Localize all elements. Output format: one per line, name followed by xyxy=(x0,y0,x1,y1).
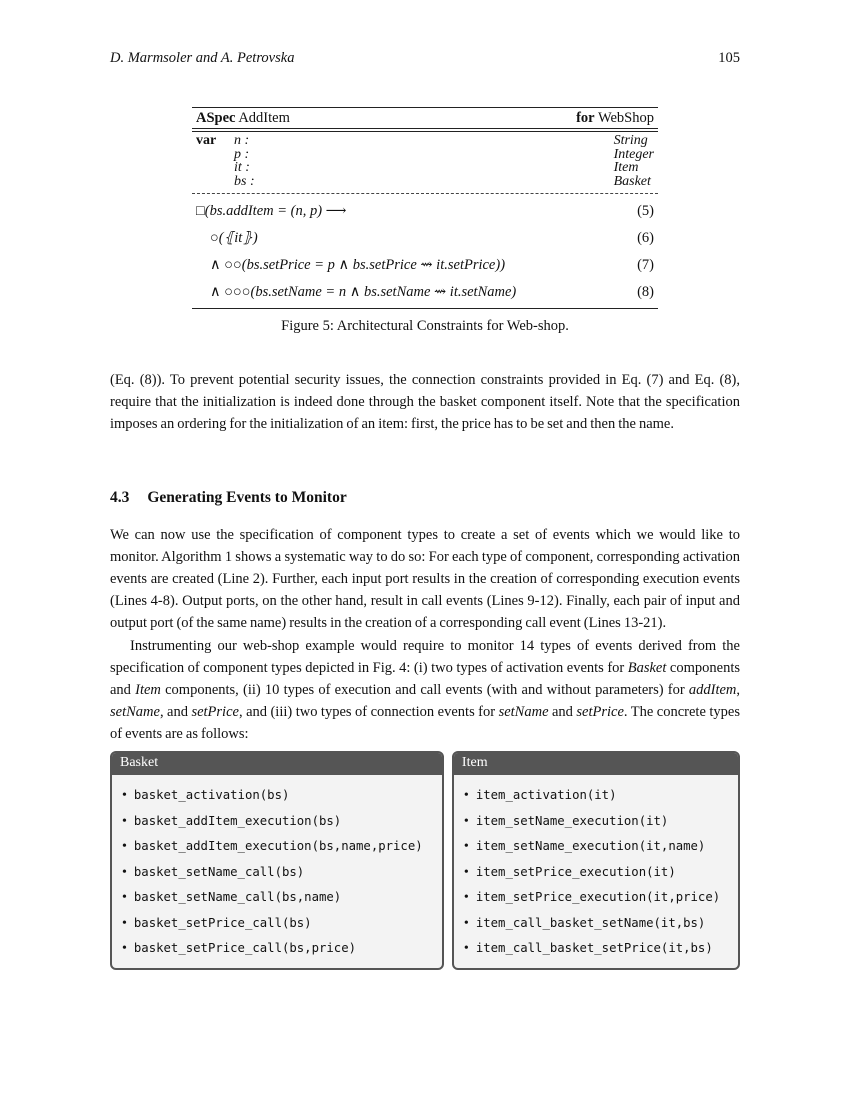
var-type: Basket xyxy=(613,173,651,189)
event-item: • item_activation(it) xyxy=(464,783,738,809)
equation-number: (6) xyxy=(637,230,654,246)
paragraph-text: We can now use the specification of component types to create a set of events which we would like to monitor. Algorithm 1 shows a systematic way to do so: For each type of component, corresponding activation events are created (Line 2). Further, each input port results in the creation of corresponding execution events (Lines 4-8). Output ports, on the other hand, result in call events (Lines 9-12). Finally, each pair of input and output port (of the same name) results in the creation of a corresponding call event (Lines 13-21). xyxy=(110,527,740,631)
figure-caption: Figure 5: Architectural Constraints for Web-shop. xyxy=(281,318,569,334)
event-item: • item_setPrice_execution(it) xyxy=(464,860,738,886)
item-events-box xyxy=(452,751,740,970)
equation-number: (5) xyxy=(637,203,654,219)
var-declarations xyxy=(192,134,658,188)
paragraph-text: Instrumenting our web-shop example would require to monitor 14 types of events derived from the specification of component types depicted in Fig. 4: (i) two types of activation events for Basket components and Item components, (ii) 10 types of execution and call events (with and without parameters) for addItem, setName, and setPrice, and (iii) two types of connection events for setName and setPrice. The concrete types of events are as follows: xyxy=(110,638,740,742)
event-boxes xyxy=(110,751,740,970)
var-name: it : xyxy=(234,160,250,175)
for-name: WebShop xyxy=(597,110,654,126)
var-name: p : xyxy=(234,146,250,162)
formula: ∧ ○○(bs.setPrice = p ∧ bs.setPrice ⇝ it.setPrice)) xyxy=(210,257,506,273)
running-header-authors: D. Marmsoler and A. Petrovska xyxy=(110,50,295,66)
page-number: 105 xyxy=(718,50,740,66)
paragraph xyxy=(110,370,740,435)
body-flow xyxy=(110,370,740,970)
event-item: • basket_addItem_execution(bs) xyxy=(122,809,442,835)
basket-events-box xyxy=(110,751,444,970)
formula: ∧ ○○○(bs.setName = n ∧ bs.setName ⇝ it.setName) xyxy=(210,284,517,300)
header-double-rule xyxy=(192,128,658,132)
equation-8 xyxy=(192,279,658,306)
box-title: Basket xyxy=(112,753,442,775)
section-number: 4.3 xyxy=(110,489,130,507)
bottom-rule xyxy=(192,308,658,309)
spec-header xyxy=(192,108,658,128)
aspec-figure xyxy=(192,107,658,309)
section-title: Generating Events to Monitor xyxy=(147,489,347,507)
event-item: • basket_setName_call(bs,name) xyxy=(122,885,442,911)
aspec-name: AddItem xyxy=(238,110,290,126)
equation-number: (8) xyxy=(637,284,654,300)
event-item: • basket_setPrice_call(bs) xyxy=(122,911,442,937)
var-type: String xyxy=(613,133,648,148)
dashed-separator xyxy=(192,193,658,194)
event-item: • item_setPrice_execution(it,price) xyxy=(464,885,738,911)
equation-number: (7) xyxy=(637,257,654,273)
section-heading xyxy=(110,489,740,507)
event-item: • basket_setPrice_call(bs,price) xyxy=(122,936,442,962)
event-item: • basket_activation(bs) xyxy=(122,783,442,809)
paragraph-text: (Eq. (8)). To prevent potential security issues, the connection constraints provided in Eq. (7) and Eq. (8), require that the initialization is indeed done through the basket component itself. Note that the specification imposes an ordering for the initialization of an item: first, the price has to be set and then the name. xyxy=(110,372,740,432)
event-item: • item_call_basket_setName(it,bs) xyxy=(464,911,738,937)
equation-5 xyxy=(192,198,658,225)
formula: ○(⦃it⦄) xyxy=(210,230,258,246)
var-type: Integer xyxy=(613,146,654,162)
box-title: Item xyxy=(454,753,738,775)
var-name: n : xyxy=(234,133,250,148)
event-item: • item_setName_execution(it) xyxy=(464,809,738,835)
paragraph xyxy=(110,525,740,634)
aspec-keyword: ASpec xyxy=(196,110,236,126)
paragraph xyxy=(110,636,740,745)
event-item: • item_call_basket_setPrice(it,bs) xyxy=(464,936,738,962)
event-item: • basket_setName_call(bs) xyxy=(122,860,442,886)
var-type: Item xyxy=(613,160,639,175)
formula: □(bs.addItem = (n, p) ⟶ xyxy=(196,203,347,219)
equation-6 xyxy=(192,225,658,252)
for-keyword: for xyxy=(576,110,595,126)
event-item: • basket_addItem_execution(bs,name,price) xyxy=(122,834,442,860)
var-name: bs : xyxy=(234,173,255,189)
equation-7 xyxy=(192,252,658,279)
event-item: • item_setName_execution(it,name) xyxy=(464,834,738,860)
var-keyword: var xyxy=(196,133,217,148)
